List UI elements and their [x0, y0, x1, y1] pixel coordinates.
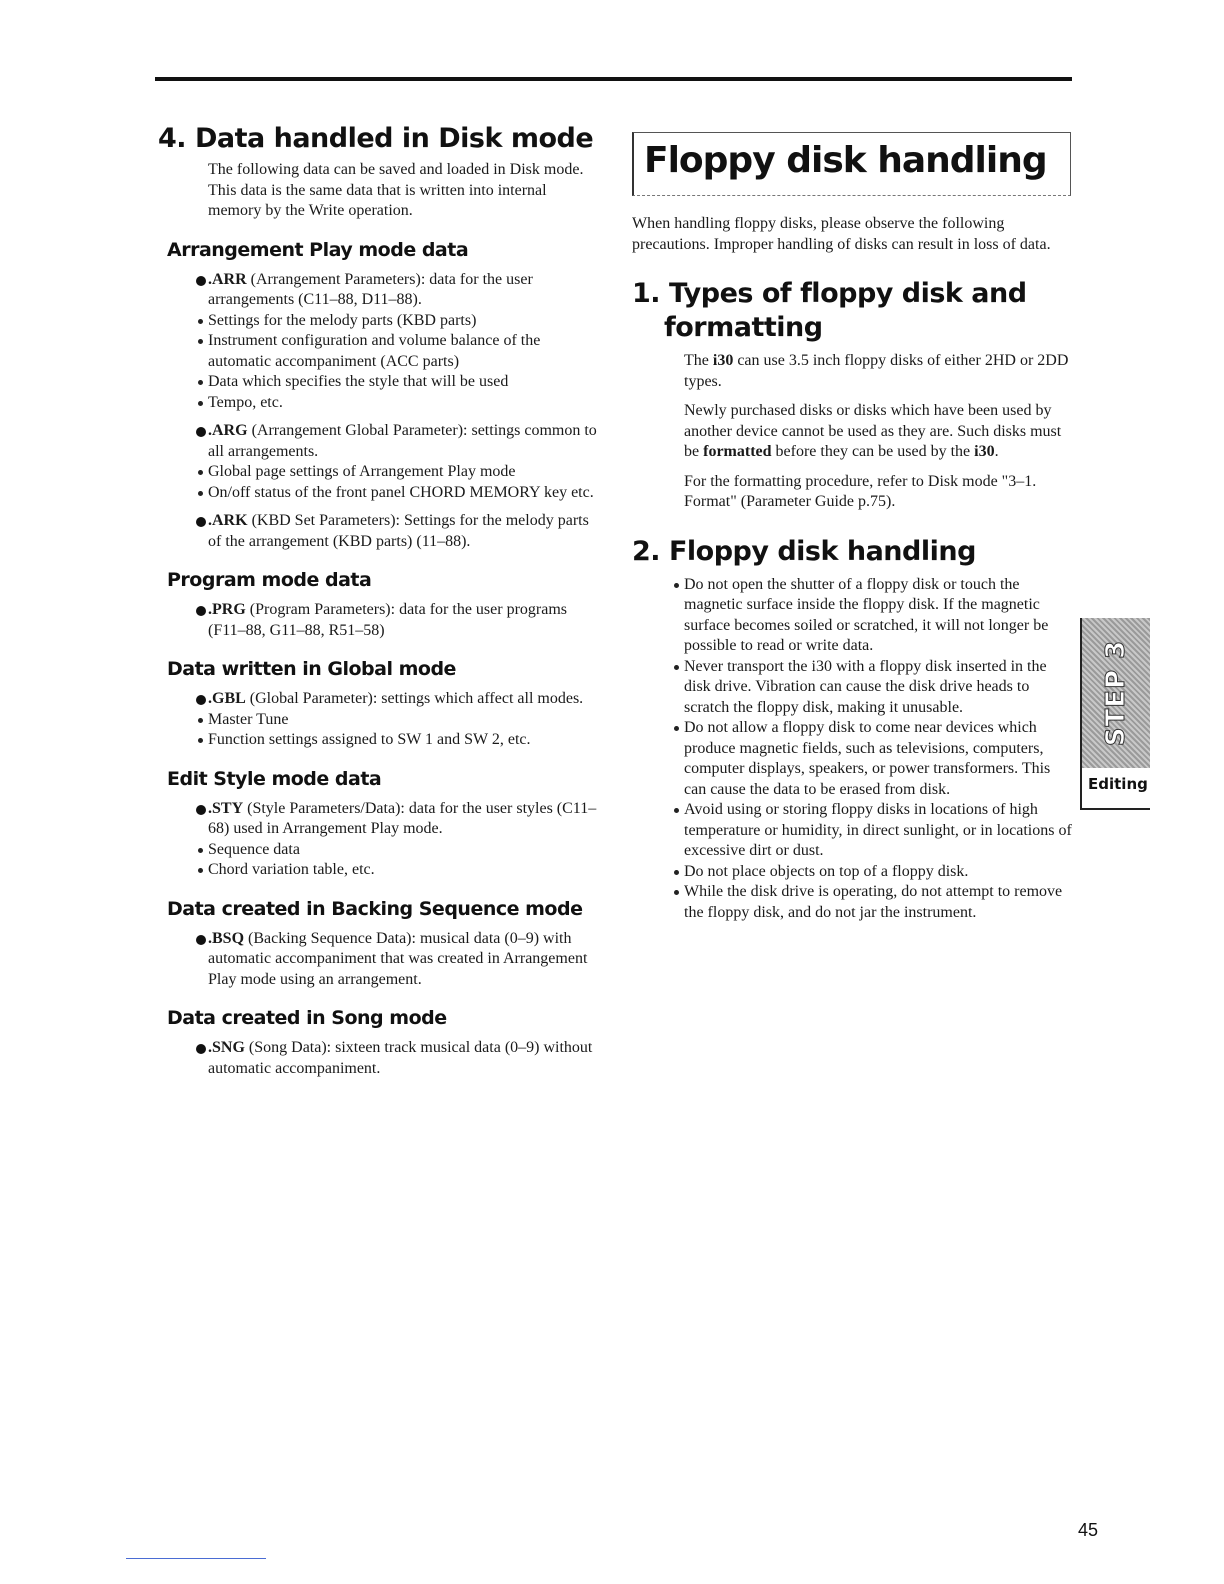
- file-type-text: (Program Parameters): data for the user programs (F11–88, G11–88, R51–58): [208, 601, 567, 639]
- file-extension: .ARK: [208, 512, 248, 529]
- text-segment: Newly purchased disks or disks which have been used by another device cannot be used as they are. Such disks must be: [684, 402, 1062, 460]
- list-item: While the disk drive is operating, do not attempt to remove the floppy disk, and do not jar the instrument.: [632, 882, 1072, 923]
- file-extension: .PRG: [208, 601, 246, 618]
- bullet-dot-icon: [196, 606, 206, 616]
- list-item: Master Tune: [158, 710, 598, 731]
- disk-mode-intro: The following data can be saved and loaded in Disk mode. This data is the same data that is written into internal memory by the Write operation.: [208, 161, 584, 219]
- list-item: Sequence data: [158, 840, 598, 861]
- list-item: Global page settings of Arrangement Play mode: [158, 462, 598, 483]
- file-type-description: [158, 929, 598, 991]
- list-item: Never transport the i30 with a floppy disk inserted in the disk drive. Vibration can cause the disk drive heads to scratch the floppy disk, making it unusable.: [632, 657, 1072, 719]
- bullet-dot-icon: [196, 695, 206, 705]
- file-extension: .ARG: [208, 422, 248, 439]
- step-tab: [1080, 618, 1150, 810]
- list-item: Instrument configuration and volume balance of the automatic accompaniment (ACC parts): [158, 331, 598, 372]
- page-number: 45: [1078, 1520, 1099, 1540]
- subsection-heading: Arrangement Play mode data: [167, 238, 469, 261]
- subsection-heading: Edit Style mode data: [167, 767, 382, 790]
- subsection-heading: Program mode data: [167, 569, 372, 591]
- bullet-dot-icon: [196, 1044, 206, 1054]
- subsection-heading: Data written in Global mode: [167, 658, 456, 680]
- file-type-text: (Arrangement Global Parameter): settings common to all arrangements.: [208, 422, 597, 460]
- file-type-entry: [158, 270, 598, 414]
- file-type-text: (Style Parameters/Data): data for the user styles (C11–68) used in Arrangement Play mode.: [208, 799, 597, 837]
- file-extension: .BSQ: [208, 929, 245, 947]
- para-formatting-required: [684, 401, 1072, 463]
- handling-precautions-list: [632, 575, 1072, 924]
- step-label: STEP 3: [1101, 639, 1131, 747]
- file-extension: .GBL: [208, 690, 246, 707]
- list-item: Settings for the melody parts (KBD parts): [158, 311, 598, 332]
- file-type-entry: [158, 511, 598, 552]
- floppy-intro: When handling floppy disks, please observe the following precautions. Improper handling of disks can result in loss of data.: [632, 215, 1051, 253]
- file-type-description: [158, 799, 598, 840]
- bullet-dot-icon: [196, 805, 206, 815]
- file-type-description: [158, 689, 598, 710]
- file-type-entry: [158, 929, 598, 991]
- right-column: [632, 122, 1072, 923]
- floppy-title-box: [632, 132, 1071, 196]
- bullet-dot-icon: [196, 517, 206, 527]
- file-type-entry: [158, 689, 598, 751]
- text-segment: can use 3.5 inch floppy disks of either 2HD or 2DD types.: [684, 352, 1069, 390]
- list-item: Do not open the shutter of a floppy disk or touch the magnetic surface inside the floppy disk. If the magnetic surface becomes soiled or scratched, it will not longer be possible to read or write data.: [632, 575, 1072, 657]
- sub-item-list: [158, 462, 598, 503]
- file-type-entry: [158, 421, 598, 503]
- top-rule: [155, 77, 1072, 81]
- sub-item-list: [158, 710, 598, 751]
- model-name: i30: [974, 443, 995, 460]
- sub-item-list: [158, 840, 598, 881]
- list-item: On/off status of the front panel CHORD MEMORY key etc.: [158, 483, 598, 504]
- editing-label: Editing: [1088, 775, 1148, 793]
- file-type-description: [158, 1038, 598, 1079]
- para-disk-types: [684, 351, 1072, 392]
- list-item: Do not place objects on top of a floppy disk.: [632, 862, 1072, 883]
- section-heading-disk-mode: 4. Data handled in Disk mode: [158, 123, 594, 154]
- list-item: Avoid using or storing floppy disks in locations of high temperature or humidity, in direct sunlight, or in locations of excessive dirt or dust.: [632, 800, 1072, 862]
- heading-types-formatting: 1. Types of floppy disk and formatting: [632, 278, 1027, 343]
- list-item: Data which specifies the style that will be used: [158, 372, 598, 393]
- left-column: [158, 122, 598, 1087]
- heading-floppy-handling: 2. Floppy disk handling: [632, 535, 976, 567]
- file-type-text: (Arrangement Parameters): data for the user arrangements (C11–88, D11–88).: [208, 270, 533, 308]
- file-type-text: (Global Parameter): settings which affect all modes.: [245, 690, 584, 707]
- bullet-dot-icon: [196, 276, 206, 286]
- file-type-entry: [158, 1038, 598, 1079]
- subsection-heading: Data created in Song mode: [167, 1007, 447, 1029]
- list-item: Function settings assigned to SW 1 and SW 2, etc.: [158, 730, 598, 751]
- file-extension: .SNG: [208, 1039, 245, 1056]
- text-segment: before they can be used by the: [771, 443, 975, 460]
- emphasis-formatted: formatted: [703, 443, 772, 460]
- model-name: i30: [712, 352, 734, 369]
- file-type-description: [158, 270, 598, 311]
- file-type-description: [158, 600, 598, 641]
- file-type-text: (Song Data): sixteen track musical data (0–9) without automatic accompaniment.: [208, 1039, 593, 1077]
- file-type-text: (KBD Set Parameters): Settings for the melody parts of the arrangement (KBD parts) (11–88).: [208, 512, 589, 550]
- file-type-entry: [158, 600, 598, 641]
- text-segment: The: [684, 352, 713, 369]
- list-item: Do not allow a floppy disk to come near devices which produce magnetic fields, such as televisions, computers, computer displays, speakers, or power transformers. This can cause the data to be erased from disk.: [632, 718, 1072, 800]
- sub-item-list: [158, 311, 598, 414]
- subsection-heading: Data created in Backing Sequence mode: [167, 897, 583, 920]
- file-type-entry: [158, 799, 598, 881]
- left-sections: [158, 238, 598, 1080]
- file-extension: .ARR: [208, 270, 247, 288]
- list-item: Tempo, etc.: [158, 393, 598, 414]
- file-type-description: [158, 421, 598, 462]
- para-format-reference: For the formatting procedure, refer to Disk mode "3–1. Format" (Parameter Guide p.75).: [684, 472, 1037, 510]
- bullet-dot-icon: [196, 935, 206, 945]
- page-title: Floppy disk handling: [644, 140, 1047, 181]
- file-type-text: (Backing Sequence Data): musical data (0–9) with automatic accompaniment that was created in Arrangement Play mode using an arrangement.: [208, 929, 588, 988]
- bottom-link-underline: [126, 1558, 266, 1559]
- bullet-dot-icon: [196, 427, 206, 437]
- file-extension: .STY: [208, 799, 244, 817]
- file-type-description: [158, 511, 598, 552]
- text-segment: .: [994, 443, 999, 460]
- list-item: Chord variation table, etc.: [158, 860, 598, 881]
